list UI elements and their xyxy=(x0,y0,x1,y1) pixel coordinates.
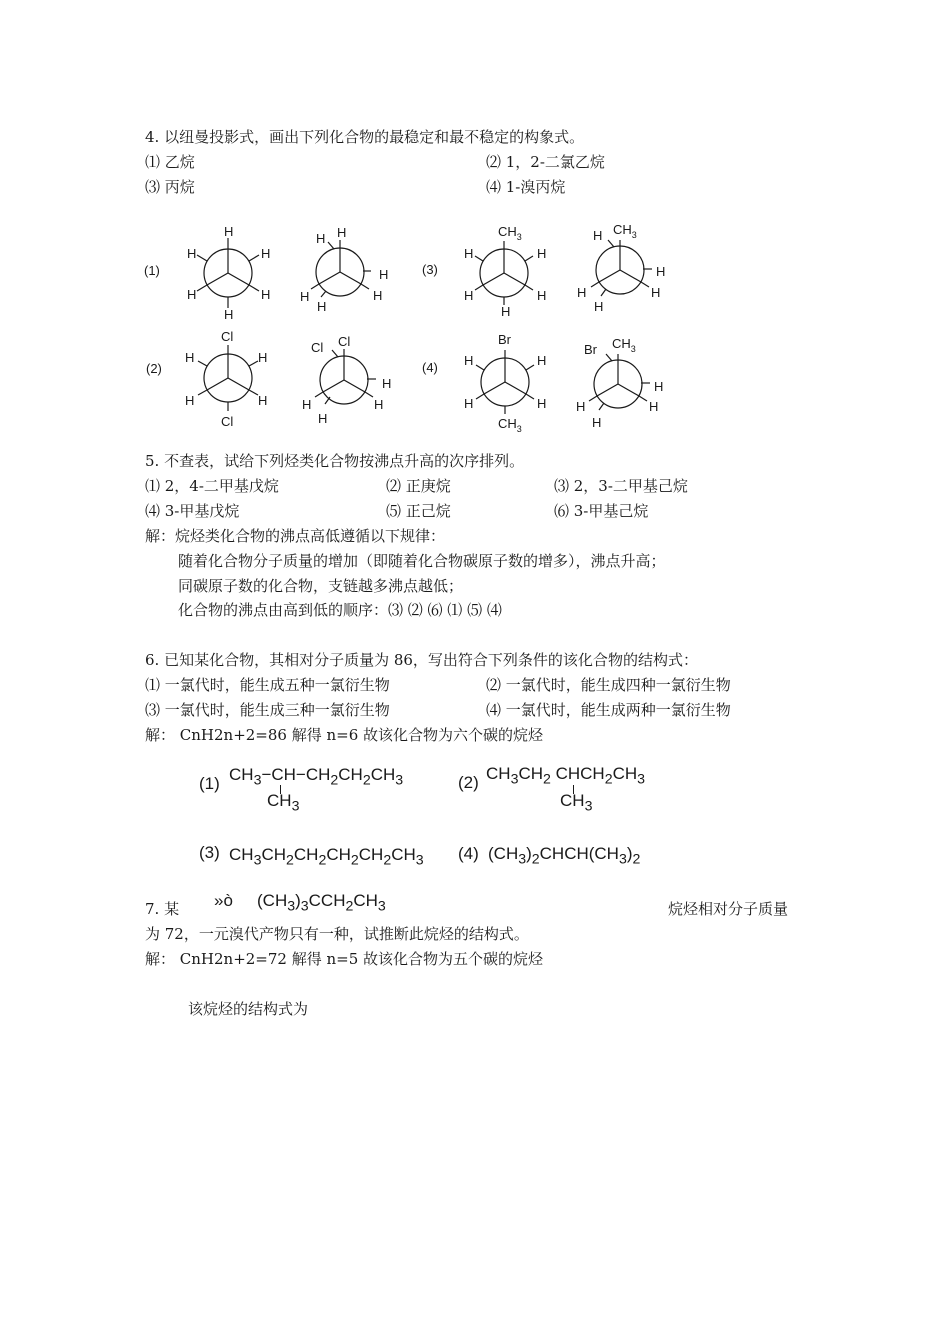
svg-text:H: H xyxy=(501,304,511,319)
q4-item-3: ⑶ 丙烷 xyxy=(145,178,195,196)
q5-item-3: ⑶ 2，3-二甲基己烷 xyxy=(554,477,688,495)
svg-text:H: H xyxy=(593,228,603,243)
svg-text:Cl: Cl xyxy=(338,334,351,349)
q5-rule-2: 同碳原子数的化合物，支链越多沸点越低； xyxy=(178,577,464,595)
svg-text:CH3: $CH_3$ xyxy=(613,222,637,240)
svg-text:H: H xyxy=(577,285,587,300)
structure-2-main: $CH_3CH_2$ $CHCH_2CH_3$ xyxy=(486,764,646,788)
q7-prefix: 7. 某 xyxy=(145,900,180,918)
q5-item-5: ⑸ 正己烷 xyxy=(386,502,451,520)
svg-text:CH3: $CH_3$ xyxy=(498,416,522,434)
svg-text:Br: Br xyxy=(584,342,597,357)
svg-text:H: H xyxy=(537,246,547,261)
svg-text:H: H xyxy=(594,299,604,314)
svg-text:H: H xyxy=(258,350,268,365)
svg-text:H: H xyxy=(654,379,664,394)
svg-text:Br: Br xyxy=(498,332,511,347)
q5-rule-3: 化合物的沸点由高到低的顺序：⑶ ⑵ ⑹ ⑴ ⑸ ⑷ xyxy=(178,601,502,619)
structure-label-4: (4) xyxy=(458,844,479,863)
svg-text:H: H xyxy=(187,246,197,261)
svg-text:CH3: $CH_3$ xyxy=(612,336,636,354)
svg-text:H: H xyxy=(464,396,474,411)
svg-text:H: H xyxy=(317,299,327,314)
q5-item-2: ⑵ 正庚烷 xyxy=(386,477,451,495)
svg-text:Cl: Cl xyxy=(311,340,324,355)
svg-text:Cl: Cl xyxy=(221,414,234,429)
svg-text:H: H xyxy=(187,287,197,302)
structure-1-main: $CH_3-CH-CH_2CH_2CH_3$ xyxy=(229,765,404,789)
q7-garble: »ò xyxy=(214,891,233,910)
structure-label-3: (3) xyxy=(199,843,220,862)
newman-label-3: (3) xyxy=(422,262,438,277)
q6-item-1: ⑴ 一氯代时，能生成五种一氯衍生物 xyxy=(145,676,390,694)
svg-text:H: H xyxy=(224,224,234,239)
q5-item-4: ⑷ 3-甲基戊烷 xyxy=(145,502,240,520)
structure-label-2: (2) xyxy=(458,773,479,792)
q6-item-2: ⑵ 一氯代时，能生成四种一氯衍生物 xyxy=(486,676,731,694)
svg-text:H: H xyxy=(576,399,586,414)
q5-answer-intro: 解：烷烃类化合物的沸点高低遵循以下规律： xyxy=(145,527,446,545)
q6-title: 6. 已知某化合物，其相对分子质量为 86，写出符合下列条件的该化合物的结构式： xyxy=(145,651,698,669)
svg-text:H: H xyxy=(464,246,474,261)
structure-label-1: (1) xyxy=(199,774,220,793)
q4-item-1: ⑴ 乙烷 xyxy=(145,153,195,171)
q6-item-4: ⑷ 一氯代时，能生成两种一氯衍生物 xyxy=(486,701,731,719)
q4-title: 4. 以纽曼投影式，画出下列化合物的最稳定和最不稳定的构象式。 xyxy=(145,128,585,146)
svg-text:H: H xyxy=(316,231,326,246)
q5-item-1: ⑴ 2，4-二甲基戊烷 xyxy=(145,477,279,495)
svg-text:H: H xyxy=(382,376,392,391)
svg-text:H: H xyxy=(261,287,271,302)
svg-text:H: H xyxy=(258,393,268,408)
q7-structure-label: 该烷烃的结构式为 xyxy=(188,1000,309,1018)
newman-label-1: (1) xyxy=(144,263,160,278)
q6-answer: 解： CnH2n+2=86 解得 n=6 故该化合物为六个碳的烷烃 xyxy=(145,726,544,744)
svg-text:H: H xyxy=(464,288,474,303)
svg-text:H: H xyxy=(649,399,659,414)
newman-label-2: (2) xyxy=(146,361,162,376)
svg-text:H: H xyxy=(185,393,195,408)
svg-text:H: H xyxy=(379,267,389,282)
svg-text:H: H xyxy=(651,285,661,300)
structure-1-branch: $CH_3$ xyxy=(267,791,300,815)
q6-item-3: ⑶ 一氯代时，能生成三种一氯衍生物 xyxy=(145,701,390,719)
svg-text:H: H xyxy=(592,415,602,430)
svg-text:H: H xyxy=(537,288,547,303)
svg-text:H: H xyxy=(537,396,547,411)
svg-text:CH3: $CH_3$ xyxy=(498,224,522,242)
svg-text:H: H xyxy=(185,350,195,365)
svg-text:Cl: Cl xyxy=(221,329,234,344)
q4-item-2: ⑵ 1，2-二氯乙烷 xyxy=(486,153,605,171)
svg-text:H: H xyxy=(374,397,384,412)
q5-title: 5. 不查表，试给下列烃类化合物按沸点升高的次序排列。 xyxy=(145,452,525,470)
structure-2-branch: $CH_3$ xyxy=(560,791,593,815)
q7-line2: 为 72，一元溴代产物只有一种，试推断此烷烃的结构式。 xyxy=(145,925,529,943)
svg-text:H: H xyxy=(337,225,347,240)
svg-text:H: H xyxy=(373,288,383,303)
structure-4: $(CH_3)_2CHCH(CH_3)_2$ xyxy=(488,844,641,868)
svg-text:H: H xyxy=(224,307,234,322)
q5-item-6: ⑹ 3-甲基己烷 xyxy=(554,502,649,520)
svg-text:H: H xyxy=(261,246,271,261)
q7-suffix: 烷烃相对分子质量 xyxy=(668,900,789,918)
svg-text:H: H xyxy=(464,353,474,368)
q7-structure: $(CH_3)_3CCH_2CH_3$ xyxy=(257,891,386,915)
svg-text:H: H xyxy=(302,397,312,412)
structure-3: $CH_3CH_2CH_2CH_2CH_2CH_3$ xyxy=(229,845,424,869)
svg-text:H: H xyxy=(656,264,666,279)
svg-text:H: H xyxy=(300,289,310,304)
svg-text:H: H xyxy=(537,353,547,368)
q4-item-4: ⑷ 1-溴丙烷 xyxy=(486,178,566,196)
q5-rule-1: 随着化合物分子质量的增加（即随着化合物碳原子数的增多），沸点升高； xyxy=(178,552,666,570)
svg-text:H: H xyxy=(318,411,328,426)
newman-label-4: (4) xyxy=(422,360,438,375)
q7-answer: 解： CnH2n+2=72 解得 n=5 故该化合物为五个碳的烷烃 xyxy=(145,950,544,968)
